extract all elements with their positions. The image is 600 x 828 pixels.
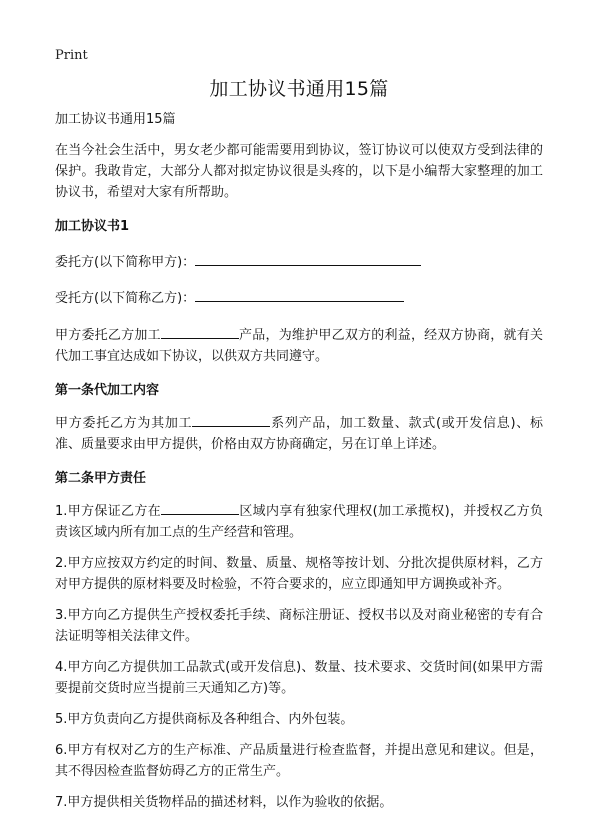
document-subtitle: 加工协议书通用15篇 — [55, 112, 176, 127]
item-1-text-b: 区域内享有独家代理权(加工承揽权)，并授权乙方负责该区域内所有加工点的生产经营和管理。 — [55, 504, 543, 540]
entrusted-party-blank — [195, 286, 404, 302]
entrust-text-a: 甲方委托乙方加工 — [55, 328, 161, 343]
list-item-6: 6.甲方有权对乙方的生产标准、产品质量进行检查监督，并提出意见和建议。但是，其不得因检查监督妨碍乙方的正常生产。 — [55, 743, 543, 779]
entrusting-party-label: 委托方(以下简称甲方)： — [55, 255, 196, 270]
entrusted-party-label: 受托方(以下简称乙方)： — [55, 291, 196, 306]
list-item-5: 5.甲方负责向乙方提供商标及各种组合、内外包装。 — [55, 712, 354, 727]
article-1-paragraph — [55, 411, 543, 455]
article-1-heading: 第一条代加工内容 — [55, 383, 160, 398]
list-item-2: 2.甲方应按双方约定的时间、数量、质量、规格等按计划、分批次提供原材料，乙方对甲方提供的原材料要及时检验，不符合要求的，应立即通知甲方调换或补齐。 — [55, 556, 543, 592]
entrusting-party-blank — [195, 250, 421, 266]
product-series-blank — [192, 411, 270, 427]
entrust-paragraph — [55, 323, 543, 367]
print-link[interactable]: Print — [55, 48, 88, 63]
list-item-7: 7.甲方提供相关货物样品的描述材料，以作为验收的依据。 — [55, 795, 393, 810]
entrust-text-b: 产品，为维护甲乙双方的利益，经双方协商，就有关代加工事宜达成如下协议，以供双方共同遵守。 — [55, 328, 543, 364]
section-heading-agreement-1: 加工协议书1 — [55, 219, 130, 234]
article-2-heading: 第二条甲方责任 — [55, 471, 147, 486]
article-1-text-a: 甲方委托乙方为其加工 — [55, 416, 193, 431]
list-item-3: 3.甲方向乙方提供生产授权委托手续、商标注册证、授权书以及对商业秘密的专有合法证明等相关法律文件。 — [55, 608, 543, 644]
product-name-blank — [161, 323, 239, 339]
entrusting-party-line — [55, 250, 543, 273]
page-title: 加工协议书通用15篇 — [209, 78, 389, 100]
article-1-text-b: 系列产品，加工数量、款式(或开发信息)、标准、质量要求由甲方提供，价格由双方协商确定，另在订单上详述。 — [55, 416, 543, 452]
region-blank — [161, 499, 239, 515]
entrusted-party-line — [55, 286, 543, 309]
list-item-4: 4.甲方向乙方提供加工品款式(或开发信息)、数量、技术要求、交货时间(如果甲方需要提前交货时应当提前三天通知乙方)等。 — [55, 660, 543, 696]
item-1-text-a: 1.甲方保证乙方在 — [55, 504, 162, 519]
list-item-1 — [55, 499, 543, 543]
intro-paragraph: 在当今社会生活中，男女老少都可能需要用到协议，签订协议可以使双方受到法律的保护。我敢肯定，大部分人都对拟定协议很是头疼的，以下是小编帮大家整理的加工协议书，希望对大家有所帮助。 — [55, 143, 543, 200]
